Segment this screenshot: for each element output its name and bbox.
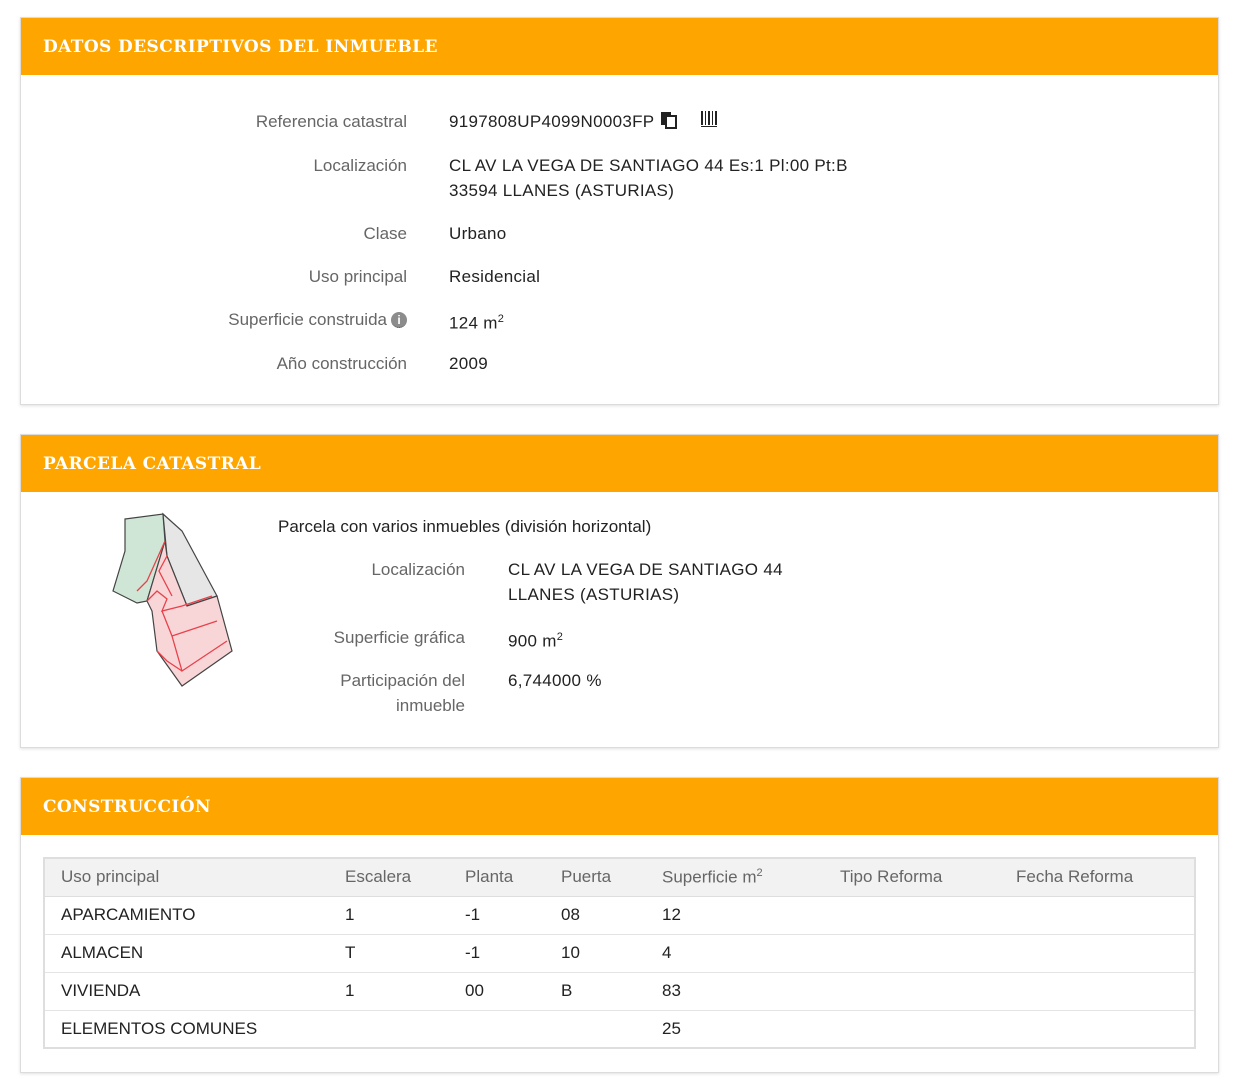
table-row: [44, 1010, 1195, 1048]
cell-escalera: [329, 1010, 449, 1048]
table-row: [44, 896, 1195, 934]
cell-escalera: 1: [329, 896, 449, 934]
localizacion-label: Localización: [313, 156, 407, 175]
superficie-label: Superficie construida: [228, 310, 387, 329]
construccion-table: [43, 857, 1196, 1049]
table-header-row: [44, 858, 1195, 896]
anio-value: 2009: [449, 354, 489, 373]
participacion-label-line-1: Participación del: [340, 671, 465, 690]
info-icon[interactable]: i: [391, 312, 407, 328]
participacion-value: 6,744000 %: [508, 671, 602, 690]
cell-tipo-reforma: [824, 934, 1000, 972]
uso-label: Uso principal: [308, 267, 407, 286]
parcela-superficie-value-group: [508, 625, 563, 654]
header-puerta: Puerta: [545, 858, 646, 896]
construccion-panel: [20, 777, 1219, 1073]
localizacion-line-1: CL AV LA VEGA DE SANTIAGO 44 Es:1 Pl:00 Pt:B: [449, 156, 848, 175]
cell-uso: VIVIENDA: [44, 972, 329, 1010]
parcela-localizacion-value: [508, 557, 783, 607]
copy-icon[interactable]: [660, 110, 678, 137]
superficie-value-group: [449, 307, 504, 336]
parcela-superficie-label: Superficie gráfica: [333, 628, 465, 647]
table-row: [44, 972, 1195, 1010]
superficie-label-group: [21, 307, 407, 332]
construccion-panel-header: [21, 778, 1218, 835]
parcela-superficie-sup: 2: [556, 631, 564, 643]
cell-superficie: 4: [646, 934, 824, 972]
anio-label: Año construcción: [276, 354, 407, 373]
barcode-icon[interactable]: [700, 109, 720, 136]
cell-escalera: T: [329, 934, 449, 972]
cell-planta: -1: [449, 896, 545, 934]
parcela-localizacion-line-2: LLANES (ASTURIAS): [508, 585, 680, 604]
superficie-value: 124 m: [449, 313, 498, 333]
parcela-localizacion-label: Localización: [371, 560, 465, 579]
parcela-superficie-value: 900 m: [508, 631, 557, 651]
cell-puerta: B: [545, 972, 646, 1010]
header-superficie-text: Superficie m: [662, 867, 757, 887]
cell-fecha-reforma: [1000, 896, 1195, 934]
cell-planta: 00: [449, 972, 545, 1010]
cell-superficie: 83: [646, 972, 824, 1010]
table-row: [44, 934, 1195, 972]
header-uso: Uso principal: [44, 858, 329, 896]
parcela-description: Parcela con varios inmuebles (división horizontal): [278, 517, 652, 536]
cell-uso: ALMACEN: [44, 934, 329, 972]
construccion-panel-title: CONSTRUCCIÓN: [43, 796, 211, 817]
header-tipo-reforma: Tipo Reforma: [824, 858, 1000, 896]
cell-planta: -1: [449, 934, 545, 972]
datos-panel-title: DATOS DESCRIPTIVOS DEL INMUEBLE: [43, 36, 438, 57]
cell-fecha-reforma: [1000, 1010, 1195, 1048]
datos-panel-header: [21, 18, 1218, 75]
referencia-value: 9197808UP4099N0003FP: [449, 112, 655, 131]
participacion-label-line-2: inmueble: [396, 696, 465, 715]
header-planta: Planta: [449, 858, 545, 896]
participacion-label: [271, 668, 465, 718]
clase-label: Clase: [363, 224, 407, 243]
parcela-panel-header: [21, 435, 1218, 492]
header-superficie: [646, 858, 824, 896]
cell-puerta: 08: [545, 896, 646, 934]
cell-uso: ELEMENTOS COMUNES: [61, 1018, 258, 1038]
parcela-panel-title: PARCELA CATASTRAL: [43, 453, 262, 474]
parcel-map-icon[interactable]: [107, 511, 237, 696]
datos-descriptivos-panel: [20, 17, 1219, 405]
cell-escalera: 1: [329, 972, 449, 1010]
cell-puerta: [545, 1010, 646, 1048]
referencia-value-group: [449, 109, 720, 137]
cell-fecha-reforma: [1000, 934, 1195, 972]
cell-puerta: 10: [545, 934, 646, 972]
cell-tipo-reforma: [824, 972, 1000, 1010]
cell-fecha-reforma: [1000, 972, 1195, 1010]
localizacion-value: [449, 153, 848, 203]
uso-value: Residencial: [449, 267, 541, 286]
cell-uso: APARCAMIENTO: [44, 896, 329, 934]
cell-planta: [449, 1010, 545, 1048]
header-escalera: Escalera: [329, 858, 449, 896]
cell-superficie: 25: [662, 1018, 681, 1038]
parcela-catastral-panel: [20, 434, 1219, 748]
clase-value: Urbano: [449, 224, 507, 243]
cell-tipo-reforma: [824, 896, 1000, 934]
header-superficie-sup: 2: [756, 866, 763, 879]
header-fecha-reforma: Fecha Reforma: [1000, 858, 1195, 896]
cell-tipo-reforma: [824, 1010, 1000, 1048]
cell-superficie: 12: [646, 896, 824, 934]
superficie-unit-sup: 2: [497, 313, 505, 325]
referencia-label: Referencia catastral: [255, 112, 407, 131]
localizacion-line-2: 33594 LLANES (ASTURIAS): [449, 181, 675, 200]
parcela-localizacion-line-1: CL AV LA VEGA DE SANTIAGO 44: [508, 560, 783, 579]
